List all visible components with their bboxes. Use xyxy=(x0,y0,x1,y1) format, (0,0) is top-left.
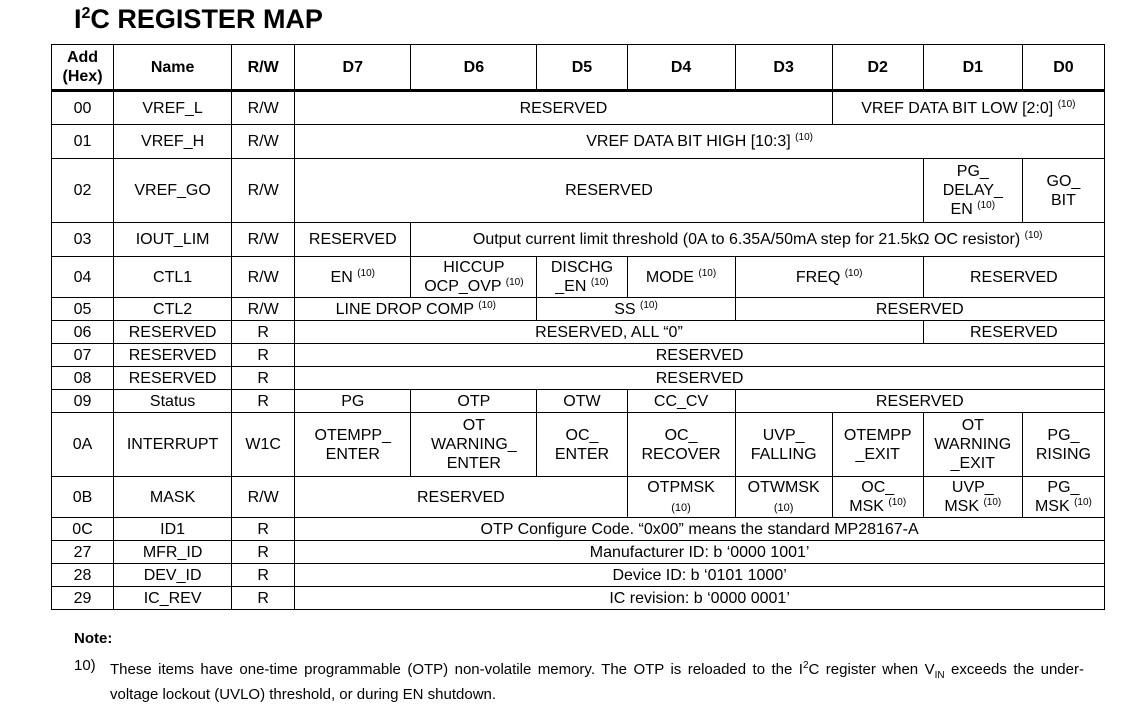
reg-name: RESERVED xyxy=(114,367,232,390)
reg-rw: R/W xyxy=(232,477,295,518)
reg-address: 0C xyxy=(52,518,114,541)
table-row xyxy=(52,564,1105,587)
bit-field: RESERVED xyxy=(295,477,627,518)
reg-address: 28 xyxy=(52,564,114,587)
reg-rw: R/W xyxy=(232,159,295,223)
reg-name: VREF_L xyxy=(114,91,232,125)
header-d1: D1 xyxy=(923,45,1022,91)
table-row xyxy=(52,518,1105,541)
bit-field: PG xyxy=(295,390,411,413)
reg-address: 29 xyxy=(52,587,114,610)
bit-field: OTW xyxy=(537,390,627,413)
reg-rw: R xyxy=(232,564,295,587)
reg-rw: R xyxy=(232,390,295,413)
reg-rw: R xyxy=(232,587,295,610)
reg-name: VREF_H xyxy=(114,125,232,159)
footnote xyxy=(74,656,1084,704)
reg-address: 07 xyxy=(52,344,114,367)
reg-address: 0B xyxy=(52,477,114,518)
footnote-text: These items have one-time programmable (OTP) non-volatile memory. The OTP is reloaded to the $I^2C$ register when $V_{IN}$ exceeds the under-voltage lockout (UVLO) threshold, or during EN shutdown. xyxy=(110,660,1084,703)
bit-field: CC_CV xyxy=(627,390,735,413)
header-d2: D2 xyxy=(832,45,923,91)
reg-address: 01 xyxy=(52,125,114,159)
bit-field: PG_ DELAY_ EN $^{(10)}$ xyxy=(923,159,1022,223)
reg-rw: R/W xyxy=(232,125,295,159)
bit-field: OTEMPP _EXIT xyxy=(832,413,923,477)
header-d3: D3 xyxy=(735,45,832,91)
table-row xyxy=(52,344,1105,367)
table-row xyxy=(52,257,1105,298)
bit-field: OC_ ENTER xyxy=(537,413,627,477)
bit-field: Output current limit threshold (0A to 6.35A/50mA step for 21.5kΩ OC resistor) $^{(10)}$ xyxy=(411,223,1105,257)
table-row xyxy=(52,91,1105,125)
table-row xyxy=(52,298,1105,321)
note-heading: Note: xyxy=(74,630,113,647)
table-row xyxy=(52,223,1105,257)
reg-rw: R/W xyxy=(232,298,295,321)
bit-field: GO_ BIT xyxy=(1022,159,1104,223)
reg-address: 27 xyxy=(52,541,114,564)
bit-field: OTPMSK (10) xyxy=(627,477,735,518)
reg-name: MFR_ID xyxy=(114,541,232,564)
reg-rw: R/W xyxy=(232,257,295,298)
reg-address: 00 xyxy=(52,91,114,125)
bit-field: RESERVED xyxy=(735,298,1104,321)
table-row xyxy=(52,390,1105,413)
bit-field: EN $^{(10)}$ xyxy=(295,257,411,298)
header-name: Name xyxy=(114,45,232,91)
reg-address: 04 xyxy=(52,257,114,298)
header-d6: D6 xyxy=(411,45,537,91)
reg-name: ID1 xyxy=(114,518,232,541)
bit-field: UVP_ MSK $^{(10)}$ xyxy=(923,477,1022,518)
footnote-number: 10) xyxy=(74,657,96,674)
bit-field: IC revision: b ‘0000 0001’ xyxy=(295,587,1105,610)
bit-field: PG_ RISING xyxy=(1022,413,1104,477)
table-row xyxy=(52,321,1105,344)
reg-name: RESERVED xyxy=(114,321,232,344)
reg-name: CTL1 xyxy=(114,257,232,298)
bit-field: DISCHG _EN $^{(10)}$ xyxy=(537,257,627,298)
bit-field: OTEMPP_ ENTER xyxy=(295,413,411,477)
table-row xyxy=(52,587,1105,610)
reg-rw: R/W xyxy=(232,223,295,257)
bit-field: VREF DATA BIT LOW [2:0] $^{(10)}$ xyxy=(832,91,1104,125)
bit-field: RESERVED xyxy=(295,159,924,223)
reg-rw: W1C xyxy=(232,413,295,477)
bit-field: FREQ $^{(10)}$ xyxy=(735,257,923,298)
bit-field: RESERVED xyxy=(923,321,1104,344)
reg-name: MASK xyxy=(114,477,232,518)
table-row xyxy=(52,477,1105,518)
bit-field: OTP Configure Code. “0x00” means the standard MP28167-A xyxy=(295,518,1105,541)
reg-name: CTL2 xyxy=(114,298,232,321)
bit-field: RESERVED, ALL “0” xyxy=(295,321,924,344)
header-d5: D5 xyxy=(537,45,627,91)
page-title: $I^2C$ REGISTER MAP xyxy=(74,4,323,34)
reg-name: IC_REV xyxy=(114,587,232,610)
header-d0: D0 xyxy=(1022,45,1104,91)
bit-field: Device ID: b ‘0101 1000’ xyxy=(295,564,1105,587)
reg-address: 08 xyxy=(52,367,114,390)
reg-rw: R xyxy=(232,367,295,390)
reg-address: 03 xyxy=(52,223,114,257)
bit-field: OC_ RECOVER xyxy=(627,413,735,477)
table-row xyxy=(52,367,1105,390)
bit-field: RESERVED xyxy=(295,344,1105,367)
reg-address: 09 xyxy=(52,390,114,413)
reg-rw: R/W xyxy=(232,91,295,125)
bit-field: HICCUP OCP_OVP $^{(10)}$ xyxy=(411,257,537,298)
reg-rw: R xyxy=(232,518,295,541)
reg-rw: R xyxy=(232,321,295,344)
reg-rw: R xyxy=(232,541,295,564)
bit-field: PG_ MSK $^{(10)}$ xyxy=(1022,477,1104,518)
bit-field: VREF DATA BIT HIGH [10:3] $^{(10)}$ xyxy=(295,125,1105,159)
reg-name: DEV_ID xyxy=(114,564,232,587)
bit-field: OTWMSK (10) xyxy=(735,477,832,518)
reg-address: 02 xyxy=(52,159,114,223)
bit-field: RESERVED xyxy=(295,367,1105,390)
reg-name: Status xyxy=(114,390,232,413)
reg-address: 06 xyxy=(52,321,114,344)
header-row xyxy=(52,45,1105,91)
bit-field: LINE DROP COMP $^{(10)}$ xyxy=(295,298,537,321)
header-d7: D7 xyxy=(295,45,411,91)
bit-field: MODE $^{(10)}$ xyxy=(627,257,735,298)
reg-name: VREF_GO xyxy=(114,159,232,223)
header-rw: R/W xyxy=(232,45,295,91)
header-add: Add (Hex) xyxy=(52,45,114,91)
bit-field: RESERVED xyxy=(295,223,411,257)
register-map-table xyxy=(51,44,1105,610)
bit-field: OC_ MSK $^{(10)}$ xyxy=(832,477,923,518)
reg-name: INTERRUPT xyxy=(114,413,232,477)
bit-field: Manufacturer ID: b ‘0000 1001’ xyxy=(295,541,1105,564)
bit-field: OT WARNING _EXIT xyxy=(923,413,1022,477)
reg-rw: R xyxy=(232,344,295,367)
reg-address: 05 xyxy=(52,298,114,321)
bit-field: OT WARNING_ ENTER xyxy=(411,413,537,477)
bit-field: RESERVED xyxy=(735,390,1104,413)
bit-field: OTP xyxy=(411,390,537,413)
table-row xyxy=(52,125,1105,159)
bit-field: RESERVED xyxy=(295,91,832,125)
reg-name: RESERVED xyxy=(114,344,232,367)
reg-address: 0A xyxy=(52,413,114,477)
bit-field: UVP_ FALLING xyxy=(735,413,832,477)
table-row xyxy=(52,413,1105,477)
bit-field: RESERVED xyxy=(923,257,1104,298)
table-row xyxy=(52,159,1105,223)
bit-field: SS $^{(10)}$ xyxy=(537,298,735,321)
table-row xyxy=(52,541,1105,564)
reg-name: IOUT_LIM xyxy=(114,223,232,257)
header-d4: D4 xyxy=(627,45,735,91)
